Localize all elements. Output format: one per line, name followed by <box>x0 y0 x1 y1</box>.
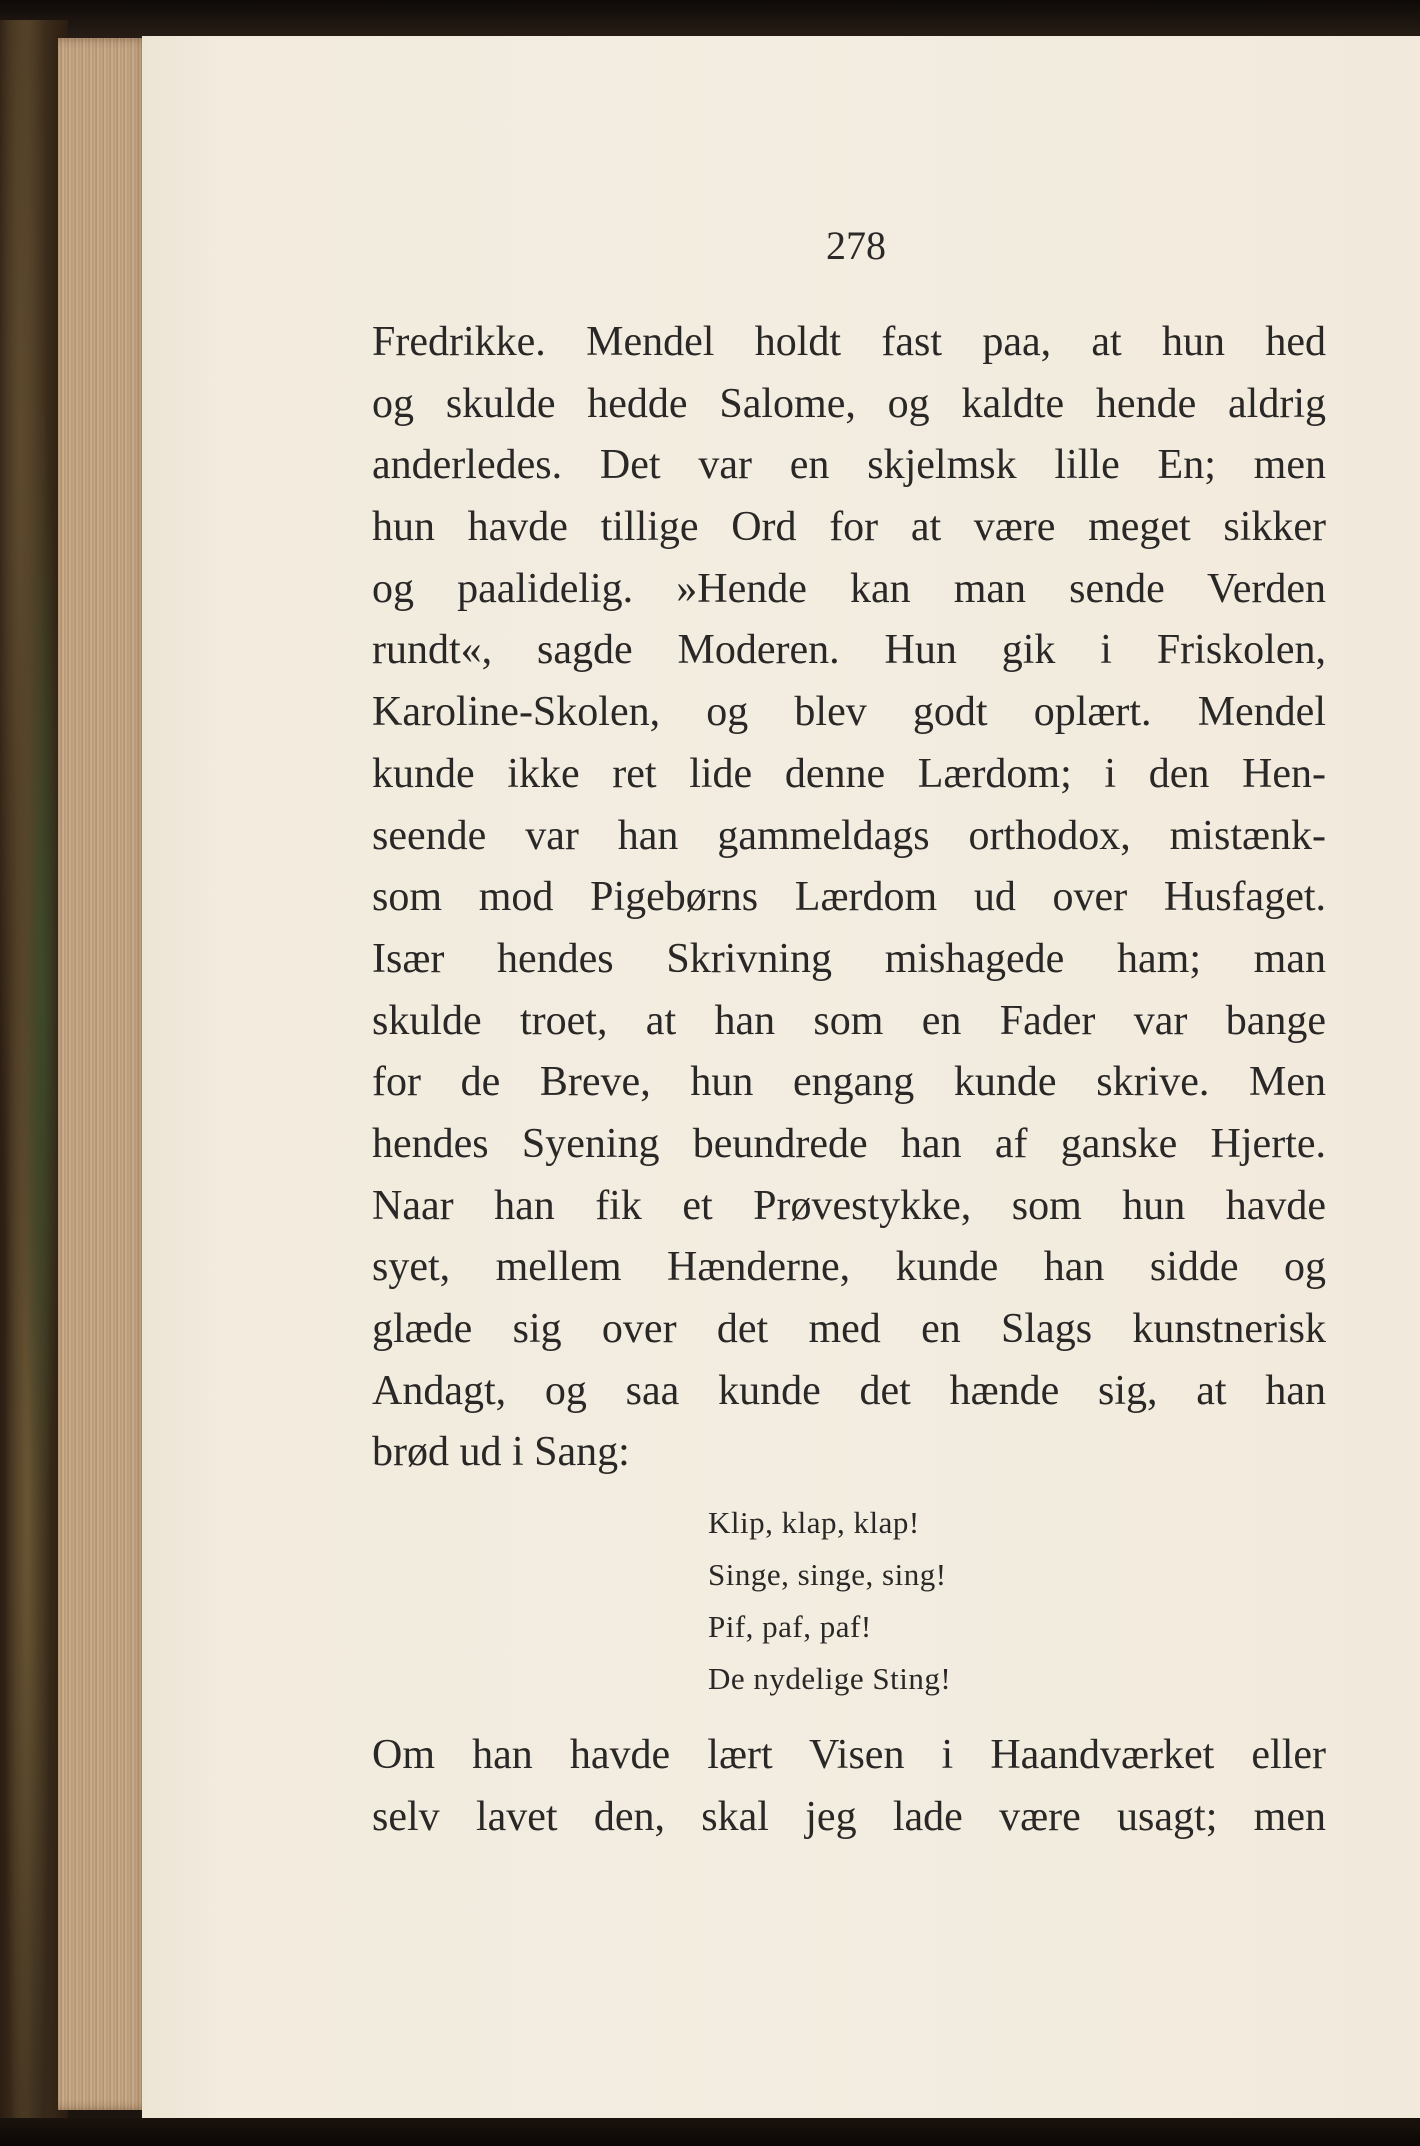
text-line: Om han havde lært Visen i Haandværket eller <box>372 1732 1326 1778</box>
text-line: og paalidelig. »Hende kan man sende Verden <box>372 565 1326 612</box>
scan-bottom-edge <box>0 2118 1420 2146</box>
page-edges <box>58 38 150 2110</box>
text-line: rundt«, sagde Moderen. Hun gik i Friskolen, <box>372 627 1326 674</box>
text-line: Naar han fik et Prøvestykke, som hun havde <box>372 1182 1326 1229</box>
text-line: som mod Pigebørns Lærdom ud over Husfaget. <box>372 874 1326 921</box>
verse-line: Pif, paf, paf! <box>708 1609 872 1644</box>
text-line: glæde sig over det med en Slags kunstnerisk <box>372 1306 1326 1352</box>
text-line: syet, mellem Hænderne, kunde han sidde og <box>372 1244 1326 1291</box>
verse-line: Klip, klap, klap! <box>708 1505 920 1540</box>
text-line: brød ud i Sang: <box>372 1429 630 1476</box>
text-line: Karoline-Skolen, og blev godt oplært. Mendel <box>372 689 1326 736</box>
text-line: Fredrikke. Mendel holdt fast paa, at hun hed <box>372 319 1326 365</box>
paragraph-1 <box>372 312 1326 1484</box>
paragraph-2 <box>372 1725 1326 1848</box>
text-line: Andagt, og saa kunde det hænde sig, at han <box>372 1367 1326 1414</box>
text-line: skulde troet, at han som en Fader var bange <box>372 997 1326 1044</box>
text-line: anderledes. Det var en skjelmsk lille En; men <box>372 442 1326 489</box>
text-line: kunde ikke ret lide denne Lærdom; i den Hen- <box>372 750 1326 797</box>
text-line: Især hendes Skrivning mishagede ham; man <box>372 935 1326 982</box>
verse <box>708 1497 951 1705</box>
text-line: for de Breve, hun engang kunde skrive. Men <box>372 1059 1326 1106</box>
text-line: og skulde hedde Salome, og kaldte hende aldrig <box>372 380 1326 427</box>
text-line: selv lavet den, skal jeg lade være usagt; men <box>372 1793 1326 1840</box>
text-line: hun havde tillige Ord for at være meget sikker <box>372 504 1326 551</box>
verse-line: Singe, singe, sing! <box>708 1557 947 1592</box>
text-line: hendes Syening beundrede han af ganske Hjerte. <box>372 1120 1326 1167</box>
text-line: seende var han gammeldags orthodox, mistænk- <box>372 812 1326 859</box>
verse-line: De nydelige Sting! <box>708 1661 952 1696</box>
page-number: 278 <box>826 223 886 268</box>
